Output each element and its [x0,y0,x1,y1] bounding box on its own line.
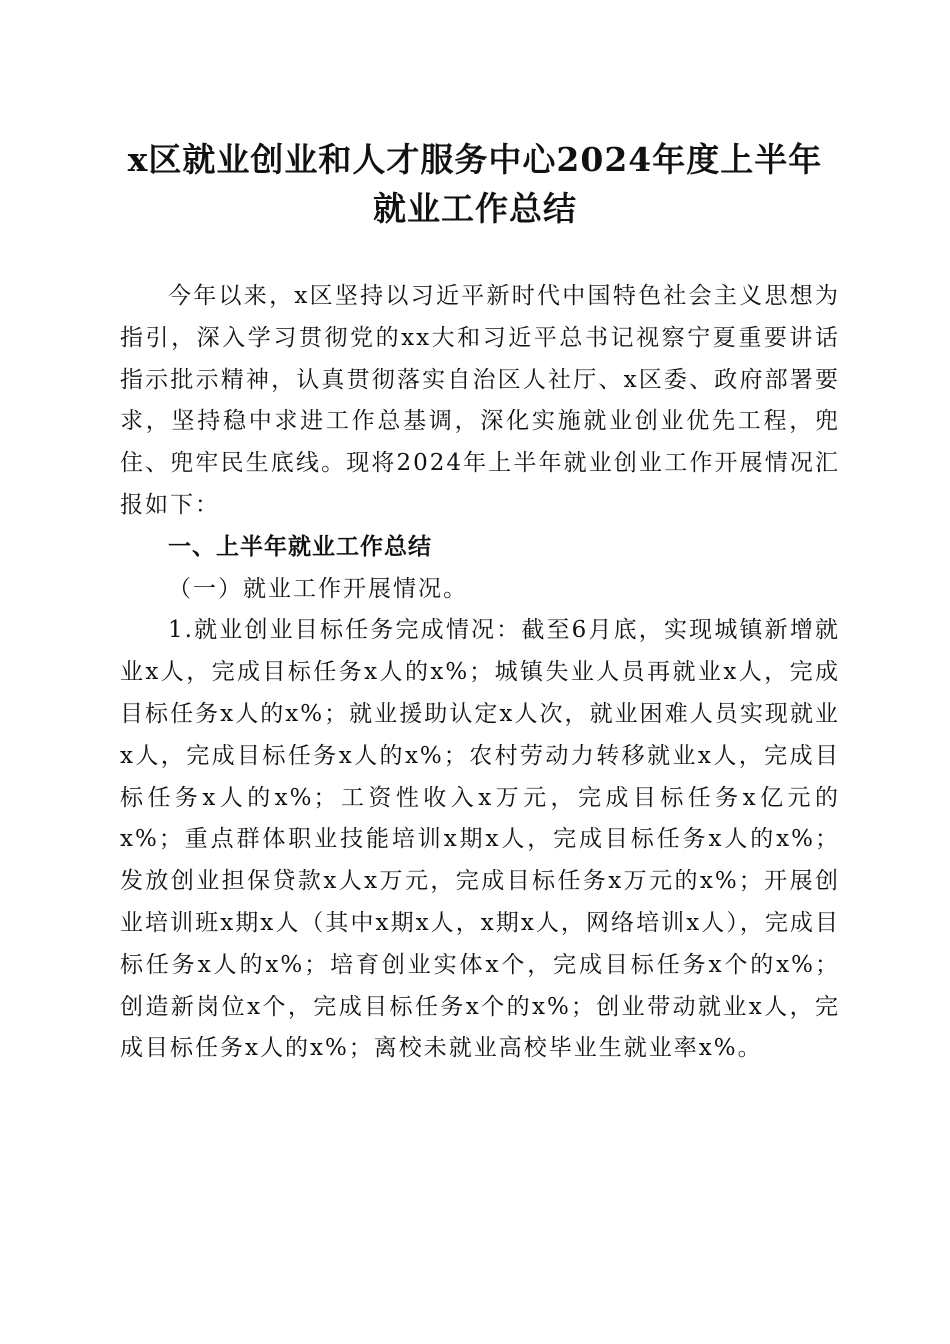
subsection-heading: （一）就业工作开展情况。 [168,575,468,602]
item-paragraph: 1.就业创业目标任务完成情况：截至6月底，实现城镇新增就业x人，完成目标任务x人的x%；城镇失业人员再就业x人，完成目标任务x人的x%；就业援助认定x人次，就业困难人员实现就业x人，完成目标任务x人的x%；农村劳动力转移就业x人，完成目标任务x人的x%；工资性收入x万元，完成目标任务x亿元的x%；重点群体职业技能培训x期x人，完成目标任务x人的x%；发放创业担保贷款x人x万元，完成目标任务x万元的x%；开展创业培训班x期x人（其中x期x人，x期x人，网络培训x人），完成目标任务x人的x%；培育创业实体x个，完成目标任务x个的x%；创造新岗位x个，完成目标任务x个的x%；创业带动就业x人，完成目标任务x人的x%；离校未就业高校毕业生就业率x%。 [120,617,840,1062]
document-body [120,276,840,1070]
section-heading: 一、上半年就业工作总结 [168,533,432,560]
document-title-line-1: x区就业创业和人才服务中心2024年度上半年 [127,140,823,179]
intro-paragraph: 今年以来，x区坚持以习近平新时代中国特色社会主义思想为指引，深入学习贯彻党的xx大和习近平总书记视察宁夏重要讲话指示批示精神，认真贯彻落实自治区人社厅、x区委、政府部署要求，坚持稳中求进工作总基调，深化实施就业创业优先工程，兜住、兜牢民生底线。现将2024年上半年就业创业工作开展情况汇报如下： [120,283,840,518]
document-title-line-2: 就业工作总结 [373,189,577,228]
